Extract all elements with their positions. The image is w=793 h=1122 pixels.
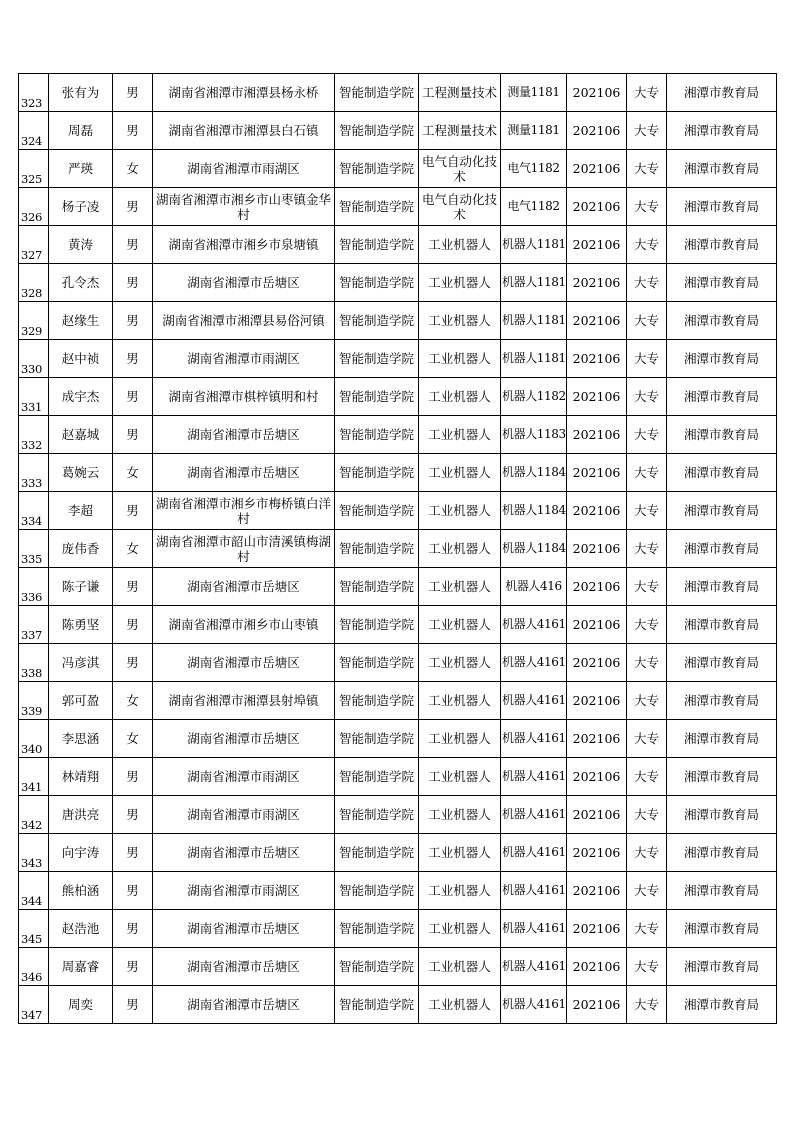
gender-cell: 男 — [113, 910, 153, 948]
home-address-cell: 湖南省湘潭市湘乡市山枣镇 — [153, 606, 335, 644]
table-row — [19, 302, 777, 340]
class-name-cell: 机器人4161 — [501, 606, 567, 644]
row-number-cell: 326 — [19, 188, 49, 226]
gender-cell: 男 — [113, 74, 153, 112]
college-cell: 智能制造学院 — [335, 378, 419, 416]
row-number-cell: 343 — [19, 834, 49, 872]
graduation-date-cell: 202106 — [567, 150, 627, 188]
row-number-cell: 336 — [19, 568, 49, 606]
home-address-cell: 湖南省湘潭市雨湖区 — [153, 758, 335, 796]
education-level-cell: 大专 — [627, 378, 667, 416]
home-address-cell: 湖南省湘潭市岳塘区 — [153, 720, 335, 758]
college-cell: 智能制造学院 — [335, 492, 419, 530]
table-row — [19, 796, 777, 834]
major-cell: 工业机器人 — [419, 530, 501, 568]
student-name-cell: 黄涛 — [49, 226, 113, 264]
home-address-cell: 湖南省湘潭市雨湖区 — [153, 340, 335, 378]
major-cell: 工业机器人 — [419, 226, 501, 264]
table-row — [19, 454, 777, 492]
home-address-cell: 湖南省湘潭市雨湖区 — [153, 150, 335, 188]
class-name-cell: 机器人1184 — [501, 492, 567, 530]
gender-cell: 女 — [113, 720, 153, 758]
row-number-cell: 335 — [19, 530, 49, 568]
issuing-authority-cell: 湘潭市教育局 — [667, 606, 777, 644]
graduation-date-cell: 202106 — [567, 796, 627, 834]
issuing-authority-cell: 湘潭市教育局 — [667, 416, 777, 454]
college-cell: 智能制造学院 — [335, 834, 419, 872]
issuing-authority-cell: 湘潭市教育局 — [667, 264, 777, 302]
class-name-cell: 机器人4161 — [501, 682, 567, 720]
major-cell: 工程测量技术 — [419, 112, 501, 150]
gender-cell: 女 — [113, 150, 153, 188]
student-name-cell: 林靖翔 — [49, 758, 113, 796]
student-roster-table — [18, 73, 777, 1024]
row-number-cell: 338 — [19, 644, 49, 682]
education-level-cell: 大专 — [627, 568, 667, 606]
issuing-authority-cell: 湘潭市教育局 — [667, 568, 777, 606]
row-number-cell: 329 — [19, 302, 49, 340]
issuing-authority-cell: 湘潭市教育局 — [667, 834, 777, 872]
education-level-cell: 大专 — [627, 872, 667, 910]
major-cell: 工业机器人 — [419, 720, 501, 758]
gender-cell: 男 — [113, 948, 153, 986]
gender-cell: 男 — [113, 834, 153, 872]
gender-cell: 男 — [113, 112, 153, 150]
home-address-cell: 湖南省湘潭市岳塘区 — [153, 264, 335, 302]
college-cell: 智能制造学院 — [335, 302, 419, 340]
home-address-cell: 湖南省湘潭市岳塘区 — [153, 568, 335, 606]
education-level-cell: 大专 — [627, 188, 667, 226]
major-cell: 工业机器人 — [419, 758, 501, 796]
table-row — [19, 74, 777, 112]
issuing-authority-cell: 湘潭市教育局 — [667, 910, 777, 948]
gender-cell: 男 — [113, 796, 153, 834]
home-address-cell: 湖南省湘潭市湘潭县白石镇 — [153, 112, 335, 150]
student-name-cell: 冯彦淇 — [49, 644, 113, 682]
education-level-cell: 大专 — [627, 720, 667, 758]
gender-cell: 男 — [113, 492, 153, 530]
major-cell: 工业机器人 — [419, 986, 501, 1024]
college-cell: 智能制造学院 — [335, 606, 419, 644]
row-number-cell: 341 — [19, 758, 49, 796]
table-row — [19, 606, 777, 644]
class-name-cell: 机器人1181 — [501, 226, 567, 264]
issuing-authority-cell: 湘潭市教育局 — [667, 74, 777, 112]
major-cell: 工业机器人 — [419, 834, 501, 872]
graduation-date-cell: 202106 — [567, 492, 627, 530]
home-address-cell: 湖南省湘潭市湘乡市山枣镇金华村 — [153, 188, 335, 226]
graduation-date-cell: 202106 — [567, 74, 627, 112]
issuing-authority-cell: 湘潭市教育局 — [667, 872, 777, 910]
education-level-cell: 大专 — [627, 264, 667, 302]
gender-cell: 男 — [113, 568, 153, 606]
college-cell: 智能制造学院 — [335, 758, 419, 796]
college-cell: 智能制造学院 — [335, 188, 419, 226]
gender-cell: 男 — [113, 302, 153, 340]
education-level-cell: 大专 — [627, 758, 667, 796]
college-cell: 智能制造学院 — [335, 948, 419, 986]
table-row — [19, 568, 777, 606]
major-cell: 工业机器人 — [419, 872, 501, 910]
student-name-cell: 周嘉睿 — [49, 948, 113, 986]
class-name-cell: 机器人4161 — [501, 758, 567, 796]
major-cell: 工业机器人 — [419, 340, 501, 378]
major-cell: 工业机器人 — [419, 302, 501, 340]
student-name-cell: 葛婉云 — [49, 454, 113, 492]
gender-cell: 男 — [113, 188, 153, 226]
student-name-cell: 陈子谦 — [49, 568, 113, 606]
table-row — [19, 682, 777, 720]
education-level-cell: 大专 — [627, 796, 667, 834]
table-row — [19, 644, 777, 682]
home-address-cell: 湖南省湘潭市韶山市清溪镇梅湖村 — [153, 530, 335, 568]
class-name-cell: 机器人1181 — [501, 340, 567, 378]
major-cell: 工业机器人 — [419, 264, 501, 302]
student-name-cell: 熊柏涵 — [49, 872, 113, 910]
row-number-cell: 339 — [19, 682, 49, 720]
home-address-cell: 湖南省湘潭市岳塘区 — [153, 454, 335, 492]
gender-cell: 男 — [113, 606, 153, 644]
major-cell: 工业机器人 — [419, 606, 501, 644]
education-level-cell: 大专 — [627, 112, 667, 150]
education-level-cell: 大专 — [627, 454, 667, 492]
roster-body — [19, 74, 777, 1024]
student-name-cell: 李思涵 — [49, 720, 113, 758]
class-name-cell: 测量1181 — [501, 74, 567, 112]
college-cell: 智能制造学院 — [335, 796, 419, 834]
row-number-cell: 340 — [19, 720, 49, 758]
issuing-authority-cell: 湘潭市教育局 — [667, 530, 777, 568]
gender-cell: 男 — [113, 644, 153, 682]
row-number-cell: 332 — [19, 416, 49, 454]
college-cell: 智能制造学院 — [335, 74, 419, 112]
issuing-authority-cell: 湘潭市教育局 — [667, 492, 777, 530]
education-level-cell: 大专 — [627, 530, 667, 568]
student-name-cell: 赵嘉城 — [49, 416, 113, 454]
education-level-cell: 大专 — [627, 948, 667, 986]
major-cell: 工业机器人 — [419, 796, 501, 834]
gender-cell: 男 — [113, 264, 153, 302]
row-number-cell: 342 — [19, 796, 49, 834]
student-name-cell: 张有为 — [49, 74, 113, 112]
student-name-cell: 向宇涛 — [49, 834, 113, 872]
education-level-cell: 大专 — [627, 910, 667, 948]
class-name-cell: 机器人1184 — [501, 454, 567, 492]
class-name-cell: 电气1182 — [501, 150, 567, 188]
table-row — [19, 188, 777, 226]
table-row — [19, 264, 777, 302]
issuing-authority-cell: 湘潭市教育局 — [667, 682, 777, 720]
table-row — [19, 340, 777, 378]
gender-cell: 男 — [113, 872, 153, 910]
row-number-cell: 325 — [19, 150, 49, 188]
issuing-authority-cell: 湘潭市教育局 — [667, 112, 777, 150]
gender-cell: 女 — [113, 530, 153, 568]
graduation-date-cell: 202106 — [567, 188, 627, 226]
class-name-cell: 机器人1184 — [501, 530, 567, 568]
home-address-cell: 湖南省湘潭市岳塘区 — [153, 910, 335, 948]
issuing-authority-cell: 湘潭市教育局 — [667, 188, 777, 226]
college-cell: 智能制造学院 — [335, 910, 419, 948]
major-cell: 工业机器人 — [419, 416, 501, 454]
issuing-authority-cell: 湘潭市教育局 — [667, 644, 777, 682]
student-name-cell: 赵缘生 — [49, 302, 113, 340]
table-row — [19, 834, 777, 872]
table-row — [19, 986, 777, 1024]
table-row — [19, 758, 777, 796]
major-cell: 工业机器人 — [419, 910, 501, 948]
education-level-cell: 大专 — [627, 492, 667, 530]
college-cell: 智能制造学院 — [335, 454, 419, 492]
student-name-cell: 陈勇坚 — [49, 606, 113, 644]
home-address-cell: 湖南省湘潭市湘乡市泉塘镇 — [153, 226, 335, 264]
gender-cell: 男 — [113, 986, 153, 1024]
home-address-cell: 湖南省湘潭市湘潭县易俗河镇 — [153, 302, 335, 340]
row-number-cell: 337 — [19, 606, 49, 644]
major-cell: 工程测量技术 — [419, 74, 501, 112]
issuing-authority-cell: 湘潭市教育局 — [667, 226, 777, 264]
class-name-cell: 机器人4161 — [501, 834, 567, 872]
issuing-authority-cell: 湘潭市教育局 — [667, 796, 777, 834]
row-number-cell: 323 — [19, 74, 49, 112]
student-name-cell: 郭可盈 — [49, 682, 113, 720]
table-row — [19, 948, 777, 986]
home-address-cell: 湖南省湘潭市湘潭县射埠镇 — [153, 682, 335, 720]
issuing-authority-cell: 湘潭市教育局 — [667, 948, 777, 986]
college-cell: 智能制造学院 — [335, 682, 419, 720]
row-number-cell: 328 — [19, 264, 49, 302]
graduation-date-cell: 202106 — [567, 226, 627, 264]
table-row — [19, 492, 777, 530]
home-address-cell: 湖南省湘潭市雨湖区 — [153, 872, 335, 910]
graduation-date-cell: 202106 — [567, 302, 627, 340]
row-number-cell: 331 — [19, 378, 49, 416]
class-name-cell: 机器人4161 — [501, 872, 567, 910]
graduation-date-cell: 202106 — [567, 948, 627, 986]
student-name-cell: 赵中祯 — [49, 340, 113, 378]
class-name-cell: 机器人4161 — [501, 796, 567, 834]
student-name-cell: 周磊 — [49, 112, 113, 150]
education-level-cell: 大专 — [627, 150, 667, 188]
education-level-cell: 大专 — [627, 606, 667, 644]
home-address-cell: 湖南省湘潭市岳塘区 — [153, 416, 335, 454]
class-name-cell: 机器人416 — [501, 568, 567, 606]
class-name-cell: 机器人1183 — [501, 416, 567, 454]
table-row — [19, 378, 777, 416]
home-address-cell: 湖南省湘潭市岳塘区 — [153, 986, 335, 1024]
table-row — [19, 226, 777, 264]
education-level-cell: 大专 — [627, 340, 667, 378]
education-level-cell: 大专 — [627, 682, 667, 720]
college-cell: 智能制造学院 — [335, 644, 419, 682]
graduation-date-cell: 202106 — [567, 758, 627, 796]
gender-cell: 女 — [113, 454, 153, 492]
table-row — [19, 872, 777, 910]
home-address-cell: 湖南省湘潭市湘乡市梅桥镇白洋村 — [153, 492, 335, 530]
row-number-cell: 345 — [19, 910, 49, 948]
table-row — [19, 720, 777, 758]
graduation-date-cell: 202106 — [567, 644, 627, 682]
row-number-cell: 327 — [19, 226, 49, 264]
graduation-date-cell: 202106 — [567, 606, 627, 644]
table-row — [19, 530, 777, 568]
major-cell: 电气自动化技术 — [419, 150, 501, 188]
home-address-cell: 湖南省湘潭市棋梓镇明和村 — [153, 378, 335, 416]
row-number-cell: 334 — [19, 492, 49, 530]
major-cell: 工业机器人 — [419, 644, 501, 682]
issuing-authority-cell: 湘潭市教育局 — [667, 986, 777, 1024]
home-address-cell: 湖南省湘潭市雨湖区 — [153, 796, 335, 834]
student-name-cell: 唐洪亮 — [49, 796, 113, 834]
college-cell: 智能制造学院 — [335, 530, 419, 568]
gender-cell: 女 — [113, 682, 153, 720]
gender-cell: 男 — [113, 416, 153, 454]
graduation-date-cell: 202106 — [567, 986, 627, 1024]
gender-cell: 男 — [113, 340, 153, 378]
education-level-cell: 大专 — [627, 644, 667, 682]
education-level-cell: 大专 — [627, 834, 667, 872]
college-cell: 智能制造学院 — [335, 340, 419, 378]
college-cell: 智能制造学院 — [335, 150, 419, 188]
gender-cell: 男 — [113, 226, 153, 264]
row-number-cell: 330 — [19, 340, 49, 378]
table-row — [19, 416, 777, 454]
table-row — [19, 910, 777, 948]
college-cell: 智能制造学院 — [335, 226, 419, 264]
class-name-cell: 电气1182 — [501, 188, 567, 226]
college-cell: 智能制造学院 — [335, 112, 419, 150]
class-name-cell: 测量1181 — [501, 112, 567, 150]
student-name-cell: 杨子凌 — [49, 188, 113, 226]
student-name-cell: 成宇杰 — [49, 378, 113, 416]
college-cell: 智能制造学院 — [335, 416, 419, 454]
class-name-cell: 机器人4161 — [501, 910, 567, 948]
college-cell: 智能制造学院 — [335, 720, 419, 758]
student-name-cell: 严瑛 — [49, 150, 113, 188]
college-cell: 智能制造学院 — [335, 568, 419, 606]
home-address-cell: 湖南省湘潭市湘潭县杨永桥 — [153, 74, 335, 112]
graduation-date-cell: 202106 — [567, 112, 627, 150]
student-name-cell: 庞伟香 — [49, 530, 113, 568]
education-level-cell: 大专 — [627, 226, 667, 264]
major-cell: 工业机器人 — [419, 492, 501, 530]
gender-cell: 男 — [113, 378, 153, 416]
class-name-cell: 机器人1181 — [501, 302, 567, 340]
class-name-cell: 机器人4161 — [501, 986, 567, 1024]
row-number-cell: 344 — [19, 872, 49, 910]
class-name-cell: 机器人1182 — [501, 378, 567, 416]
graduation-date-cell: 202106 — [567, 416, 627, 454]
class-name-cell: 机器人1181 — [501, 264, 567, 302]
class-name-cell: 机器人4161 — [501, 948, 567, 986]
class-name-cell: 机器人4161 — [501, 720, 567, 758]
table-row — [19, 112, 777, 150]
major-cell: 工业机器人 — [419, 682, 501, 720]
issuing-authority-cell: 湘潭市教育局 — [667, 150, 777, 188]
major-cell: 工业机器人 — [419, 568, 501, 606]
row-number-cell: 346 — [19, 948, 49, 986]
college-cell: 智能制造学院 — [335, 264, 419, 302]
graduation-date-cell: 202106 — [567, 378, 627, 416]
issuing-authority-cell: 湘潭市教育局 — [667, 302, 777, 340]
gender-cell: 男 — [113, 758, 153, 796]
college-cell: 智能制造学院 — [335, 872, 419, 910]
graduation-date-cell: 202106 — [567, 454, 627, 492]
education-level-cell: 大专 — [627, 74, 667, 112]
graduation-date-cell: 202106 — [567, 568, 627, 606]
row-number-cell: 324 — [19, 112, 49, 150]
issuing-authority-cell: 湘潭市教育局 — [667, 720, 777, 758]
education-level-cell: 大专 — [627, 416, 667, 454]
graduation-date-cell: 202106 — [567, 872, 627, 910]
graduation-date-cell: 202106 — [567, 340, 627, 378]
issuing-authority-cell: 湘潭市教育局 — [667, 340, 777, 378]
major-cell: 电气自动化技术 — [419, 188, 501, 226]
row-number-cell: 347 — [19, 986, 49, 1024]
issuing-authority-cell: 湘潭市教育局 — [667, 758, 777, 796]
issuing-authority-cell: 湘潭市教育局 — [667, 454, 777, 492]
student-name-cell: 赵浩池 — [49, 910, 113, 948]
row-number-cell: 333 — [19, 454, 49, 492]
graduation-date-cell: 202106 — [567, 910, 627, 948]
major-cell: 工业机器人 — [419, 378, 501, 416]
home-address-cell: 湖南省湘潭市岳塘区 — [153, 948, 335, 986]
graduation-date-cell: 202106 — [567, 682, 627, 720]
home-address-cell: 湖南省湘潭市岳塘区 — [153, 644, 335, 682]
major-cell: 工业机器人 — [419, 948, 501, 986]
student-name-cell: 李超 — [49, 492, 113, 530]
graduation-date-cell: 202106 — [567, 834, 627, 872]
table-row — [19, 150, 777, 188]
class-name-cell: 机器人4161 — [501, 644, 567, 682]
graduation-date-cell: 202106 — [567, 530, 627, 568]
student-name-cell: 孔令杰 — [49, 264, 113, 302]
graduation-date-cell: 202106 — [567, 720, 627, 758]
major-cell: 工业机器人 — [419, 454, 501, 492]
student-name-cell: 周奕 — [49, 986, 113, 1024]
education-level-cell: 大专 — [627, 302, 667, 340]
education-level-cell: 大专 — [627, 986, 667, 1024]
graduation-date-cell: 202106 — [567, 264, 627, 302]
issuing-authority-cell: 湘潭市教育局 — [667, 378, 777, 416]
college-cell: 智能制造学院 — [335, 986, 419, 1024]
home-address-cell: 湖南省湘潭市岳塘区 — [153, 834, 335, 872]
